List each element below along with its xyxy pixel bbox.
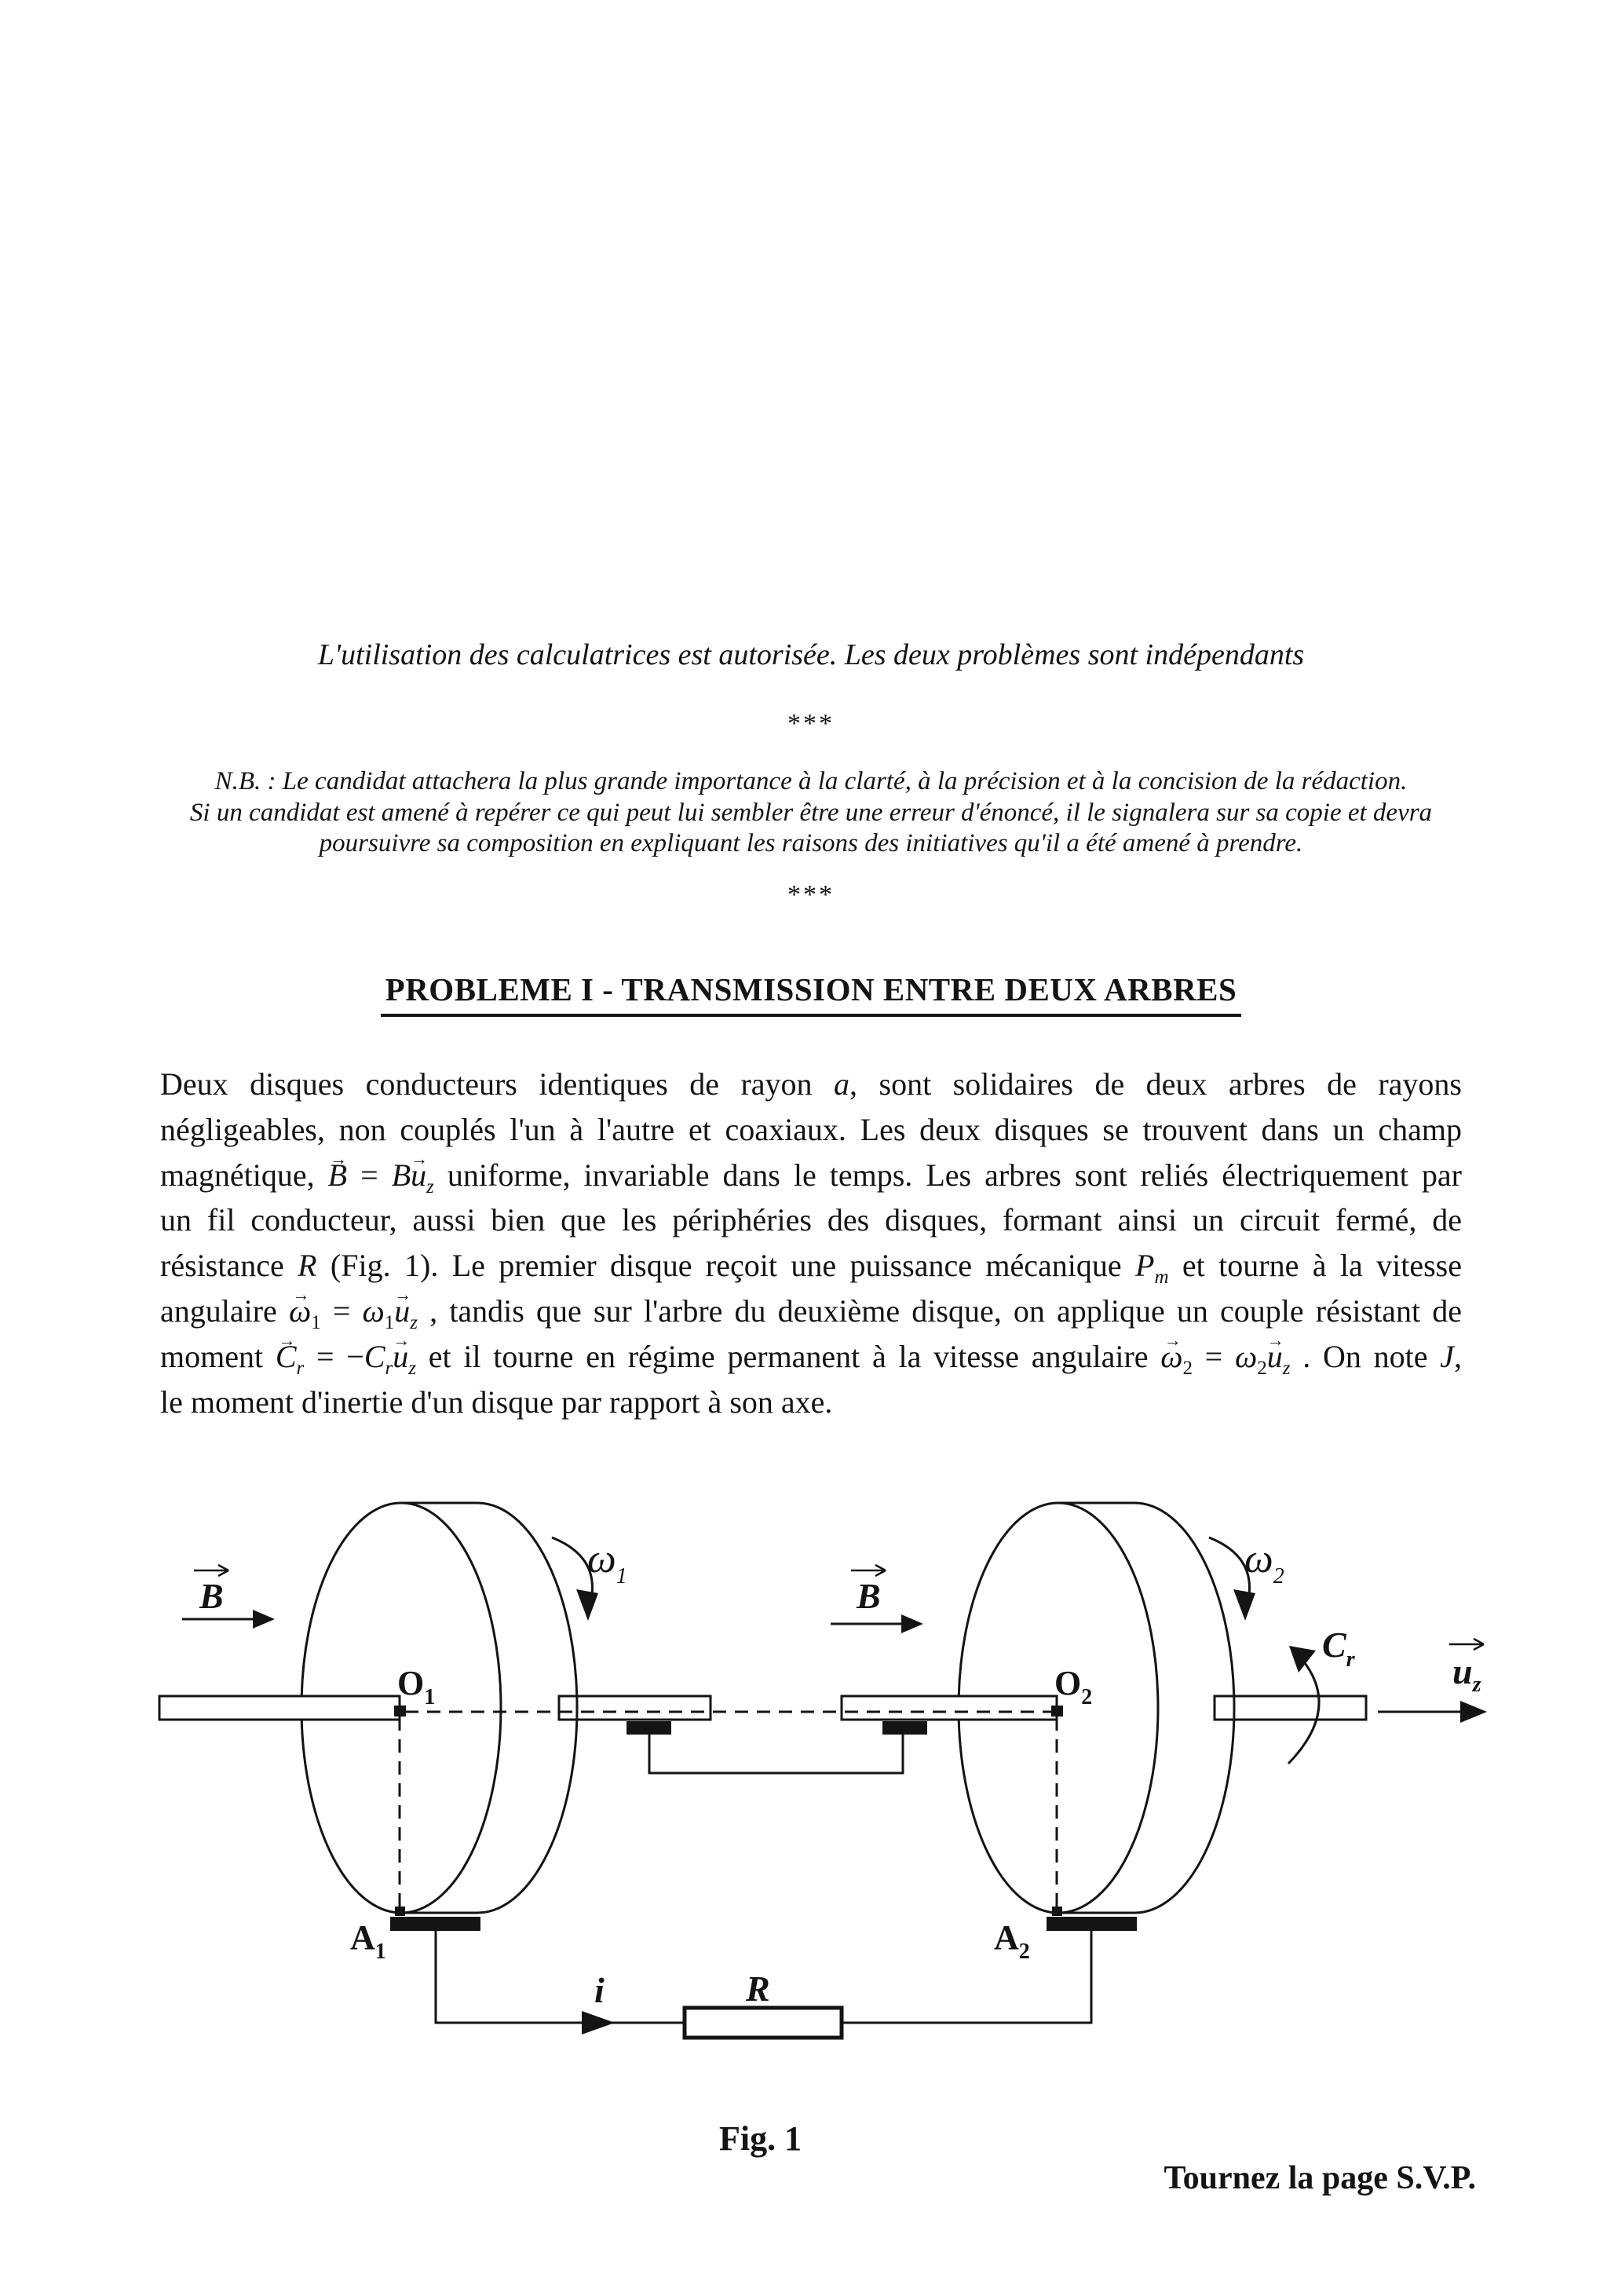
disc-1 — [159, 1503, 711, 1931]
problem-title: PROBLEME I - TRANSMISSION ENTRE DEUX ARBRES — [381, 971, 1242, 1017]
uz-arrowhead — [1460, 1701, 1487, 1723]
disc1-left-shaft — [159, 1696, 400, 1720]
point-O2 — [1051, 1706, 1063, 1717]
label-O2: $O_2$ — [1054, 1664, 1093, 1709]
disc2-shaft-brush — [882, 1721, 927, 1735]
b-left-vector-hat — [194, 1565, 228, 1576]
disc2-rim-brush — [1047, 1917, 1137, 1931]
paragraph-line: angulaire → $\omega_1 = \omega_1\to u_z$ , tandis que sur l'arbre du deuxième disque, on applique un couple résistant de — [160, 1289, 1462, 1334]
paragraph-line: le moment d'inertie d'un disque par rapport à son axe. — [160, 1384, 833, 1420]
current-arrowhead — [582, 2011, 615, 2035]
figure-caption: Fig. 1 — [719, 2119, 802, 2158]
paragraph-line: résistance R (Fig. 1). Le premier disque reçoit une puissance mécanique $P_m$ et tourne à la vitesse — [160, 1248, 1462, 1289]
label-uz: $u_z$ — [1452, 1651, 1481, 1697]
paragraph-line: moment → $C_r = -C_r\to u_z$ et il tourne en régime permanent à la vitesse angulaire → $\omega_2 = \omega_2\to u_z$ . On note J, — [160, 1334, 1462, 1380]
nb-line-1: N.B. : Le candidat attachera la plus grande importance à la clarté, à la précision et à la concision de la rédaction. — [214, 767, 1408, 795]
disc-2 — [842, 1503, 1366, 1931]
omega1-arrowhead — [576, 1589, 598, 1621]
separator-stars-bottom: *** — [787, 880, 835, 909]
label-omega2: $\omega_2$ — [1244, 1537, 1284, 1589]
disc1-shaft-brush — [627, 1721, 671, 1735]
label-B-left: B — [199, 1576, 224, 1616]
title-row — [0, 971, 1622, 1017]
figure-1-diagram — [0, 1484, 1622, 2175]
resistor-box — [685, 2008, 842, 2038]
problem-statement — [160, 1062, 1462, 1424]
point-A2 — [1052, 1907, 1062, 1916]
paragraph-line: un fil conducteur, aussi bien que les périphéries des disques, formant ainsi un circuit fermé, de — [160, 1202, 1462, 1238]
label-O1: $O_1$ — [397, 1664, 436, 1709]
calculator-notice: L'utilisation des calculatrices est autorisée. Les deux problèmes sont indépendants — [317, 638, 1305, 671]
label-omega1: $\omega_1$ — [587, 1537, 627, 1589]
couple-cr-arrowhead — [1289, 1646, 1316, 1673]
label-Cr: $C_r$ — [1322, 1625, 1355, 1672]
disc1-rim-brush — [390, 1917, 480, 1931]
disc2-right-shaft — [1215, 1696, 1366, 1720]
disc2-left-shaft — [842, 1696, 1057, 1720]
b-right-vector-hat — [851, 1565, 886, 1576]
label-B-right: B — [857, 1576, 881, 1616]
b-left-arrowhead — [253, 1610, 275, 1629]
shaft-connecting-wire — [649, 1735, 903, 1773]
point-O1 — [394, 1706, 406, 1717]
uz-vector-hat — [1449, 1639, 1484, 1650]
footer-turn-page: Tournez la page S.V.P. — [1164, 2160, 1476, 2196]
b-field-left — [182, 1565, 275, 1629]
label-current-i: i — [594, 1970, 605, 2010]
nb-line-3: poursuivre sa composition en expliquant les raisons des initiatives qu'il a été amené à prendre. — [319, 829, 1303, 857]
b-right-arrowhead — [901, 1614, 923, 1633]
label-A2: $A_2$ — [994, 1918, 1030, 1964]
point-A1 — [395, 1907, 405, 1916]
label-A1: $A_1$ — [350, 1918, 386, 1964]
omega2-arrowhead — [1233, 1589, 1255, 1621]
nb-line-2: Si un candidat est amené à repérer ce qui peut lui sembler être une erreur d'énoncé, il le signalera sur sa copie et devra — [189, 798, 1433, 827]
nb-block — [0, 766, 1622, 860]
disc1-right-shaft — [559, 1696, 711, 1720]
paragraph-line: Deux disques conducteurs identiques de rayon a, sont solidaires de deux arbres de rayons — [160, 1066, 1462, 1102]
separator-stars-top: *** — [787, 709, 835, 738]
paragraph-line: négligeables, non couplés l'un à l'autre et coaxiaux. Les deux disques se trouvent dans un champ — [160, 1111, 1462, 1147]
label-resistor-R: R — [746, 1969, 770, 2009]
paragraph-line: magnétique, → $B = B\to u_z$ uniforme, invariable dans le temps. Les arbres sont reliés électriquement par — [160, 1153, 1462, 1198]
